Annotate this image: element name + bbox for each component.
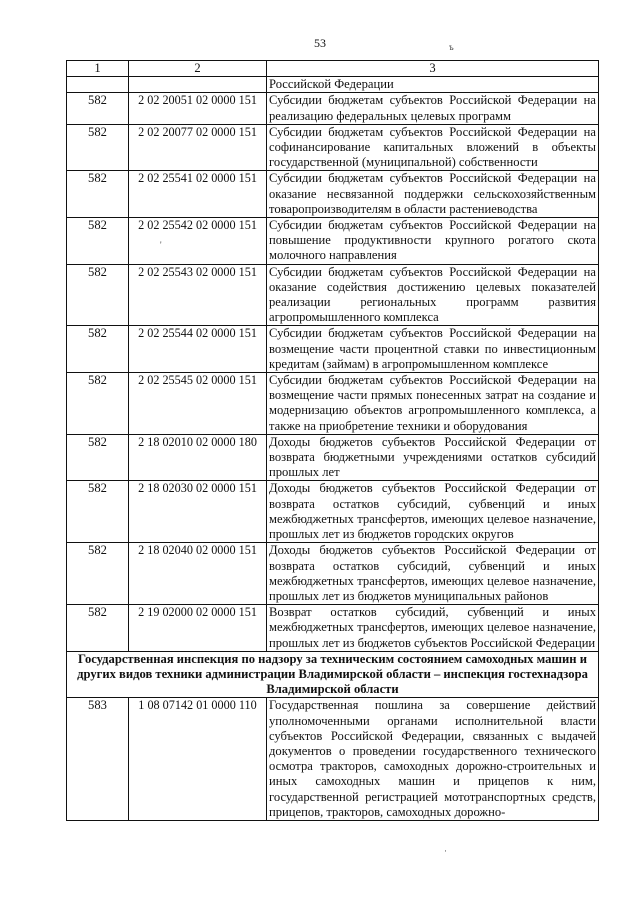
table-row: [67, 543, 599, 605]
admin-code-cell: 582: [67, 373, 129, 435]
table-row: [67, 481, 599, 543]
description-cell: Субсидии бюджетам субъектов Российской Федерации на оказание содействия достижению целевых показателей реализации региональных программ развития агропромышленного комплекса: [267, 264, 599, 326]
description-cell: Доходы бюджетов субъектов Российской Федерации от возврата бюджетными учреждениями остатков субсидий прошлых лет: [267, 434, 599, 481]
description-cell: Субсидии бюджетам субъектов Российской Федерации на реализацию федеральных целевых программ: [267, 93, 599, 124]
table-row: [67, 698, 599, 821]
page-number: 53: [314, 36, 326, 50]
admin-code-cell: 582: [67, 171, 129, 218]
table-row: [67, 434, 599, 481]
admin-code-cell: 582: [67, 264, 129, 326]
admin-code-cell: 582: [67, 481, 129, 543]
section-title: Государственная инспекция по надзору за техническим состоянием самоходных машин и других видов техники администрации Владимирской области – инспекция гостехнадзора Владимирской области: [67, 651, 599, 698]
table-row: [67, 218, 599, 265]
description-cell: Субсидии бюджетам субъектов Российской Федерации на возмещение части процентной ставки по инвестиционным кредитам (займам) в агропромышленном комплексе: [267, 326, 599, 373]
description-cell: Российской Федерации: [267, 77, 599, 93]
kbk-code-cell: 2 02 25542 02 0000 151: [129, 218, 267, 265]
admin-code-cell: 582: [67, 93, 129, 124]
admin-code-cell: 582: [67, 434, 129, 481]
stray-mark: ъ: [449, 42, 454, 52]
kbk-code-cell: 2 02 20077 02 0000 151: [129, 124, 267, 171]
kbk-code-cell: 2 18 02030 02 0000 151: [129, 481, 267, 543]
section-header-row: [67, 651, 599, 698]
kbk-code-cell: 2 18 02010 02 0000 180: [129, 434, 267, 481]
admin-code-cell: 582: [67, 605, 129, 652]
description-cell: Субсидии бюджетам субъектов Российской Федерации на повышение продуктивности крупного рогатого скота молочного направления: [267, 218, 599, 265]
kbk-code-cell: 2 18 02040 02 0000 151: [129, 543, 267, 605]
kbk-code-cell: 2 02 25541 02 0000 151: [129, 171, 267, 218]
table-row: [67, 124, 599, 171]
kbk-code-cell: 1 08 07142 01 0000 110: [129, 698, 267, 821]
column-number-1: 1: [67, 61, 129, 77]
column-number-row: [67, 61, 599, 77]
kbk-code-cell: 2 02 25543 02 0000 151: [129, 264, 267, 326]
admin-code-cell: 582: [67, 326, 129, 373]
table-row: [67, 373, 599, 435]
column-number-2: 2: [129, 61, 267, 77]
admin-code-cell: 582: [67, 218, 129, 265]
table-row: [67, 171, 599, 218]
column-number-3: 3: [267, 61, 599, 77]
description-cell: Возврат остатков субсидий, субвенций и иных межбюджетных трансфертов, имеющих целевое назначение, прошлых лет из бюджетов субъектов Российской Федерации: [267, 605, 599, 652]
admin-code-cell: 582: [67, 124, 129, 171]
kbk-code-cell: 2 19 02000 02 0000 151: [129, 605, 267, 652]
description-cell: Доходы бюджетов субъектов Российской Федерации от возврата остатков субсидий, субвенций и иных межбюджетных трансфертов, имеющих целевое назначение, прошлых лет из бюджетов муниципальных районов: [267, 543, 599, 605]
admin-code-cell: [67, 77, 129, 93]
admin-code-cell: 582: [67, 543, 129, 605]
table-row: [67, 264, 599, 326]
kbk-code-cell: 2 02 25545 02 0000 151: [129, 373, 267, 435]
description-cell: Субсидии бюджетам субъектов Российской Федерации на возмещение части прямых понесенных затрат на создание и модернизацию объектов агропромышленного комплекса, а также на приобретение техники и оборудования: [267, 373, 599, 435]
table-row: [67, 326, 599, 373]
scan-speck: ': [160, 240, 162, 250]
continuation-row: [67, 77, 599, 93]
description-cell: Субсидии бюджетам субъектов Российской Федерации на оказание несвязанной поддержки сельскохозяйственным товаропроизводителям в области растениеводства: [267, 171, 599, 218]
description-cell: Доходы бюджетов субъектов Российской Федерации от возврата остатков субсидий, субвенций и иных межбюджетных трансфертов, имеющих целевое назначение, прошлых лет из бюджетов городских округов: [267, 481, 599, 543]
admin-code-cell: 583: [67, 698, 129, 821]
table-row: [67, 605, 599, 652]
scan-speck: ·: [444, 846, 447, 856]
description-cell: Субсидии бюджетам субъектов Российской Федерации на софинансирование капитальных вложений в объекты государственной (муниципальной) собственности: [267, 124, 599, 171]
revenue-classification-table: [66, 60, 599, 821]
table-row: [67, 93, 599, 124]
kbk-code-cell: [129, 77, 267, 93]
description-cell: Государственная пошлина за совершение действий уполномоченными органами исполнительной власти субъектов Российской Федерации, связанных с выдачей документов о проведении государственного технического осмотра тракторов, самоходных дорожно-строительных и иных самоходных машин и прицепов к ним, государственной регистрацией мототранспортных средств, прицепов, тракторов, самоходных дорожно-: [267, 698, 599, 821]
kbk-code-cell: 2 02 20051 02 0000 151: [129, 93, 267, 124]
kbk-code-cell: 2 02 25544 02 0000 151: [129, 326, 267, 373]
